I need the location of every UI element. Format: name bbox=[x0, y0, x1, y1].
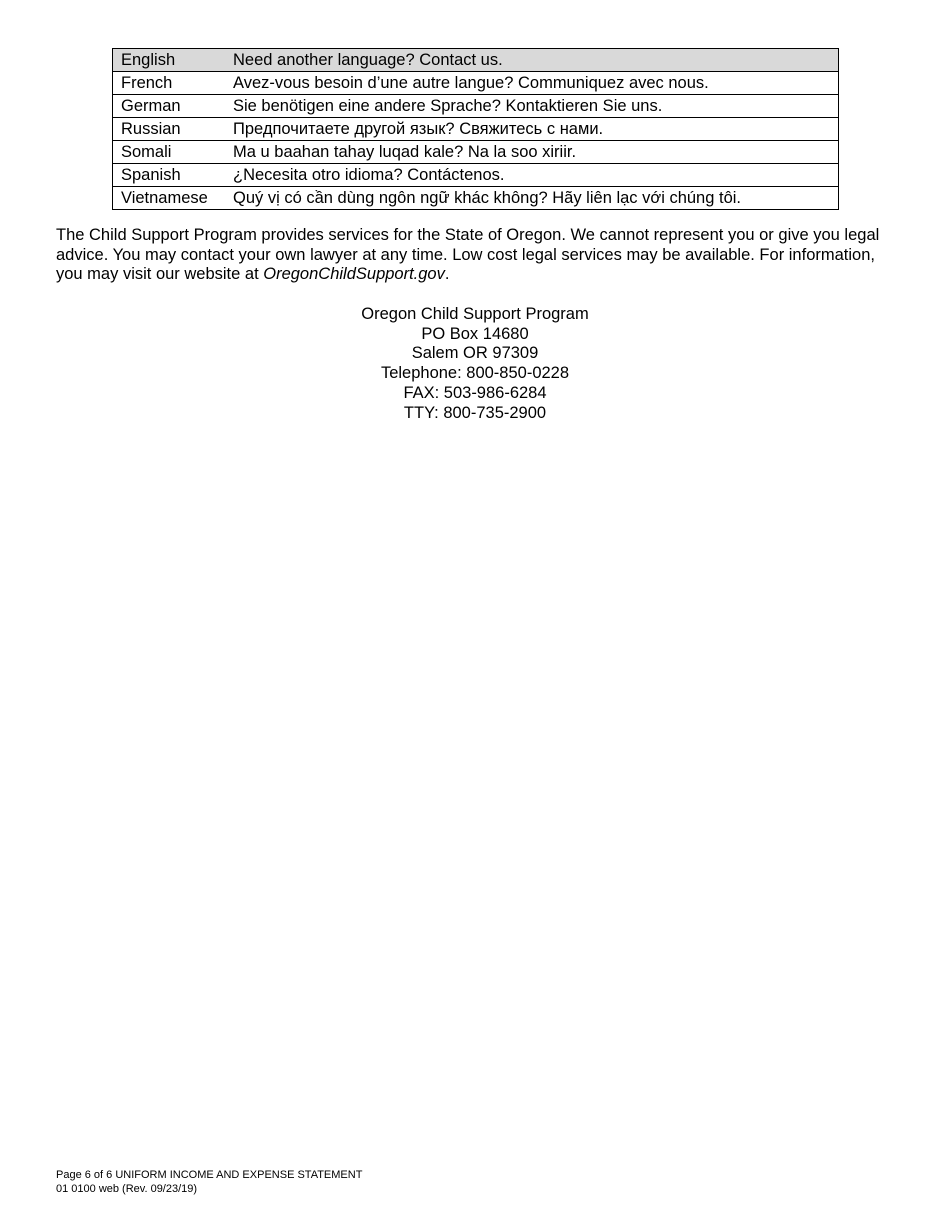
language-message: Need another language? Contact us. bbox=[225, 49, 839, 72]
footer-form-number: 01 0100 web (Rev. 09/23/19) bbox=[56, 1183, 198, 1195]
language-message: ¿Necesita otro idioma? Contáctenos. bbox=[225, 164, 839, 187]
legal-notice-paragraph bbox=[56, 226, 886, 285]
po-box: PO Box 14680 bbox=[421, 324, 529, 343]
language-message: Sie benötigen eine andere Sprache? Kontaktieren Sie uns. bbox=[225, 95, 839, 118]
website-link[interactable]: OregonChildSupport.gov bbox=[263, 265, 445, 284]
fax: FAX: 503-986-6284 bbox=[403, 383, 547, 402]
program-address-block bbox=[0, 305, 950, 423]
language-name: Somali bbox=[113, 141, 226, 164]
tty: TTY: 800-735-2900 bbox=[403, 403, 547, 422]
table-row bbox=[113, 164, 839, 187]
language-name: Spanish bbox=[113, 164, 226, 187]
language-name: Vietnamese bbox=[113, 187, 226, 210]
language-assistance-table bbox=[112, 48, 839, 210]
language-message: Предпочитаете другой язык? Свяжитесь с нами. bbox=[225, 118, 839, 141]
language-name: German bbox=[113, 95, 226, 118]
language-name: Russian bbox=[113, 118, 226, 141]
language-name: French bbox=[113, 72, 226, 95]
language-message: Ma u baahan tahay luqad kale? Na la soo xiriir. bbox=[225, 141, 839, 164]
table-row bbox=[113, 118, 839, 141]
language-message: Avez-vous besoin d’une autre langue? Communiquez avec nous. bbox=[225, 72, 839, 95]
language-name: English bbox=[113, 49, 226, 72]
table-row bbox=[113, 141, 839, 164]
table-row bbox=[113, 72, 839, 95]
language-message: Quý vị có cần dùng ngôn ngữ khác không? Hãy liên lạc với chúng tôi. bbox=[225, 187, 839, 210]
table-row bbox=[113, 187, 839, 210]
program-name: Oregon Child Support Program bbox=[361, 305, 589, 323]
table-row bbox=[113, 49, 839, 72]
notice-text: The Child Support Program provides services for the State of Oregon. We cannot represent you or give you legal advice. You may contact your own lawyer at any time. Low cost legal services may be available. For information, you may visit our website at bbox=[56, 226, 880, 284]
page-footer bbox=[56, 1168, 362, 1196]
city-state-zip: Salem OR 97309 bbox=[411, 344, 539, 363]
footer-page-info: Page 6 of 6 UNIFORM INCOME AND EXPENSE STATEMENT bbox=[56, 1169, 363, 1181]
notice-end: . bbox=[444, 265, 450, 284]
telephone: Telephone: 800-850-0228 bbox=[380, 364, 570, 383]
table-row bbox=[113, 95, 839, 118]
